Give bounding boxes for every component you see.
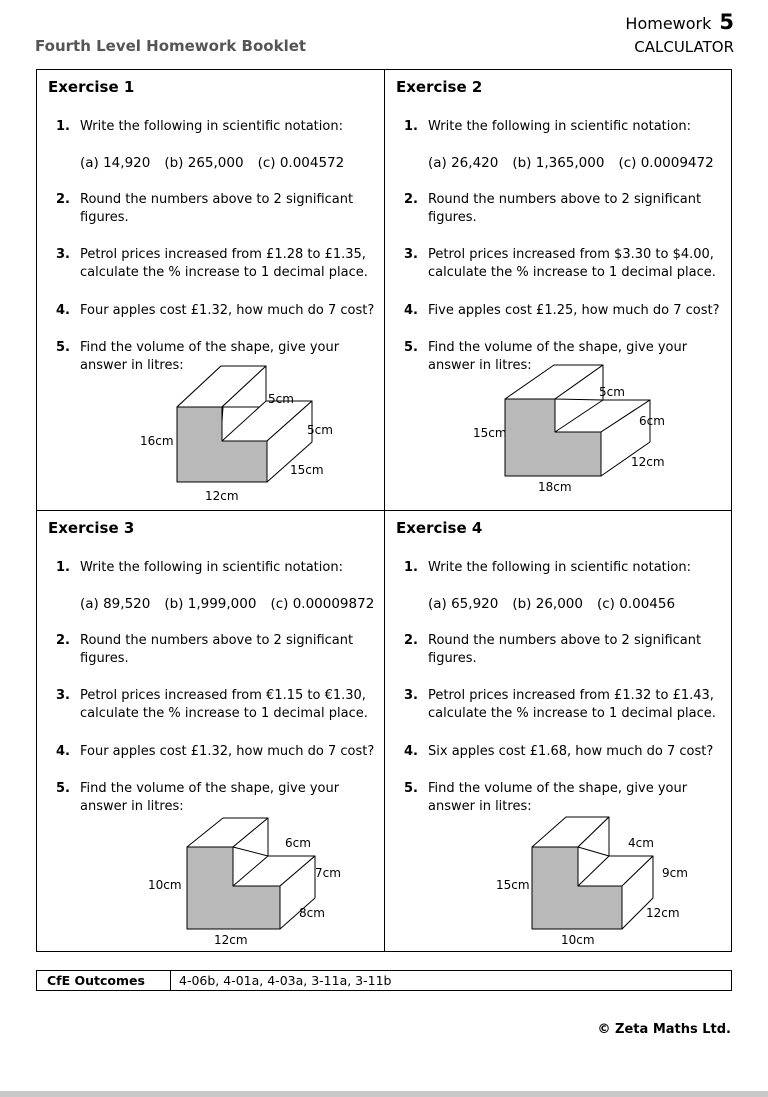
part-b: (b) 26,000 — [512, 596, 583, 612]
question-number: 4. — [404, 744, 418, 759]
dimension-bottom: 18cm — [538, 480, 572, 494]
question-number: 2. — [404, 192, 418, 207]
question-text: Write the following in scientific notation: — [80, 560, 343, 575]
part-a: (a) 89,520 — [80, 596, 151, 612]
question-number: 5. — [56, 781, 70, 796]
homework-label — [625, 10, 734, 34]
question-text: Write the following in scientific notation: — [80, 119, 343, 134]
question-number: 2. — [404, 633, 418, 648]
l-shape-prism-diagram — [37, 511, 383, 951]
question-number: 1. — [404, 119, 418, 134]
dimension-depth: 15cm — [290, 463, 324, 477]
l-shape-prism-diagram — [385, 70, 731, 510]
question-text: Write the following in scientific notation: — [428, 119, 691, 134]
dimension-height: 10cm — [148, 878, 182, 892]
dimension-top: 6cm — [285, 836, 311, 850]
dimension-top: 5cm — [599, 385, 625, 399]
dimension-depth: 12cm — [631, 455, 665, 469]
dimension-height: 15cm — [473, 426, 507, 440]
question-text: Find the volume of the shape, give your answer in litres: — [428, 781, 688, 814]
homework-text: Homework — [625, 14, 712, 33]
dimension-top: 4cm — [628, 836, 654, 850]
part-c: (c) 0.0009472 — [618, 155, 714, 171]
question-number: 3. — [56, 247, 70, 262]
question-number: 2. — [56, 192, 70, 207]
question-text: Petrol prices increased from £1.28 to £1.35, calculate the % increase to 1 decimal place. — [80, 247, 368, 280]
dimension-bottom: 12cm — [214, 933, 248, 947]
dimension-bottom: 10cm — [561, 933, 595, 947]
part-a: (a) 26,420 — [428, 155, 499, 171]
question-text: Five apples cost £1.25, how much do 7 cost? — [428, 303, 720, 318]
copyright: © Zeta Maths Ltd. — [597, 1022, 731, 1037]
question-number: 3. — [404, 688, 418, 703]
question-text: Round the numbers above to 2 significant figures. — [80, 633, 354, 666]
part-b: (b) 265,000 — [164, 155, 244, 171]
question-number: 2. — [56, 633, 70, 648]
dimension-top: 5cm — [268, 392, 294, 406]
part-c: (c) 0.00009872 — [270, 596, 375, 612]
exercise-title: Exercise 4 — [396, 519, 483, 537]
cfe-outcomes-row — [36, 970, 732, 991]
question-text: Find the volume of the shape, give your answer in litres: — [428, 340, 688, 373]
question-text: Round the numbers above to 2 significant figures. — [428, 192, 702, 225]
booklet-title: Fourth Level Homework Booklet — [35, 37, 307, 55]
outcomes-value: 4-06b, 4-01a, 4-03a, 3-11a, 3-11b — [179, 973, 392, 988]
question-text: Petrol prices increased from €1.15 to €1.30, calculate the % increase to 1 decimal place. — [80, 688, 368, 721]
question-number: 1. — [404, 560, 418, 575]
part-b: (b) 1,365,000 — [512, 155, 605, 171]
question-number: 1. — [56, 119, 70, 134]
question-number: 4. — [56, 303, 70, 318]
dimension-right: 6cm — [639, 414, 665, 428]
question-number: 5. — [404, 781, 418, 796]
question-text: Petrol prices increased from $3.30 to $4.00, calculate the % increase to 1 decimal place. — [428, 247, 716, 280]
question-number: 1. — [56, 560, 70, 575]
calculator-label: CALCULATOR — [634, 38, 734, 56]
question-text: Write the following in scientific notation: — [428, 560, 691, 575]
exercise-2 — [385, 70, 731, 510]
question-text: Find the volume of the shape, give your answer in litres: — [80, 340, 340, 373]
question-text: Six apples cost £1.68, how much do 7 cost? — [428, 744, 714, 759]
dimension-right: 9cm — [662, 866, 688, 880]
question-text: Find the volume of the shape, give your answer in litres: — [80, 781, 340, 814]
question-text: Round the numbers above to 2 significant figures. — [428, 633, 702, 666]
question-text: Petrol prices increased from £1.32 to £1.43, calculate the % increase to 1 decimal place. — [428, 688, 716, 721]
exercise-title: Exercise 2 — [396, 78, 483, 96]
l-shape-prism-diagram — [37, 70, 383, 510]
question-number: 3. — [56, 688, 70, 703]
page-bottom-bar — [0, 1091, 768, 1097]
question-text: Four apples cost £1.32, how much do 7 cost? — [80, 303, 375, 318]
dimension-right: 7cm — [315, 866, 341, 880]
exercise-4 — [385, 511, 731, 951]
part-c: (c) 0.004572 — [257, 155, 345, 171]
homework-number: 5 — [719, 10, 734, 34]
exercise-3 — [37, 511, 383, 951]
dimension-height: 16cm — [140, 434, 174, 448]
exercise-title: Exercise 3 — [48, 519, 135, 537]
dimension-depth: 12cm — [646, 906, 680, 920]
part-c: (c) 0.00456 — [596, 596, 676, 612]
question-text: Four apples cost £1.32, how much do 7 cost? — [80, 744, 375, 759]
outcomes-divider — [170, 971, 171, 990]
question-number: 3. — [404, 247, 418, 262]
dimension-depth: 8cm — [299, 906, 325, 920]
question-number: 5. — [404, 340, 418, 355]
exercise-1 — [37, 70, 383, 510]
question-text: Round the numbers above to 2 significant figures. — [80, 192, 354, 225]
part-a: (a) 14,920 — [80, 155, 151, 171]
dimension-bottom: 12cm — [205, 489, 239, 503]
part-a: (a) 65,920 — [428, 596, 499, 612]
part-b: (b) 1,999,000 — [164, 596, 257, 612]
question-number: 4. — [56, 744, 70, 759]
outcomes-label: CfE Outcomes — [47, 973, 145, 988]
exercise-title: Exercise 1 — [48, 78, 135, 96]
exercise-grid — [36, 69, 732, 952]
dimension-height: 15cm — [496, 878, 530, 892]
dimension-right: 5cm — [307, 423, 333, 437]
l-shape-prism-diagram — [385, 511, 731, 951]
question-number: 5. — [56, 340, 70, 355]
question-number: 4. — [404, 303, 418, 318]
